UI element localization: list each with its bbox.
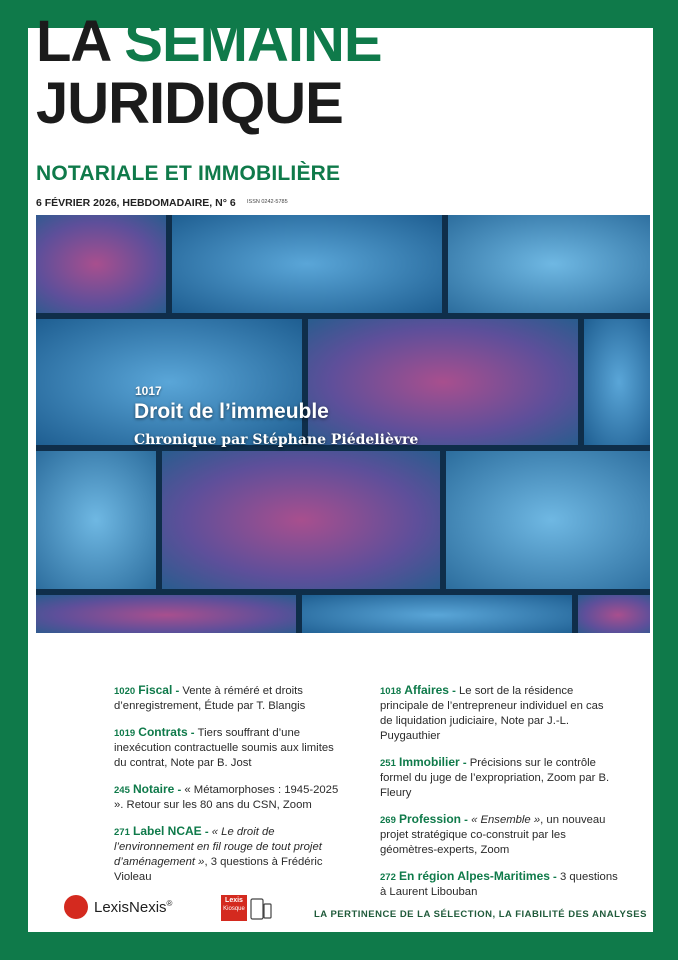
issue-line: 6 FÉVRIER 2026, HEBDOMADAIRE, N° 6 [36, 197, 236, 209]
masthead-juridique: JURIDIQUE [36, 71, 343, 136]
toc-item[interactable]: 245 Notaire - « Métamorphoses : 1945-2025 ». Retour sur les 80 ans du CSN, Zoom [114, 782, 339, 811]
kiosque-line1: Lexis [225, 897, 243, 904]
toc-item-number: 1019 [114, 728, 136, 739]
kiosque-icon [221, 895, 247, 921]
toc-item-rubric: Profession [399, 812, 462, 826]
toc-item[interactable]: 1018 Affaires - Le sort de la résidence principale de l’entrepreneur individuel en cas de liquidation judiciaire, Note par J.-L. Puygauthier [380, 683, 604, 742]
toc-item[interactable]: 272 En région Alpes-Maritimes - 3 questions à Laurent Libouban [380, 869, 618, 898]
toc-item-text: 3 questions à Laurent Libouban [380, 871, 618, 898]
toc-item-text: Vente à réméré et droits d’enregistrement, Étude par T. Blangis [114, 685, 306, 712]
toc-item-number: 272 [380, 872, 396, 883]
toc-item[interactable]: 269 Profession - « Ensemble », un nouveau projet stratégique co-construit par les géomètres-experts, Zoom [380, 812, 606, 856]
toc-item-rubric: Label NCAE [133, 824, 202, 838]
toc-item[interactable]: 251 Immobilier - Précisions sur le contrôle formel du juge de l’expropriation, Zoom par B. Fleury [380, 755, 610, 799]
brand-label: LexisNexis [94, 899, 167, 916]
feature-number: 1017 [135, 384, 162, 398]
toc-item-number: 245 [114, 785, 130, 796]
toc-item-text-italic: « Le droit de l’environnement en fil rouge de tout projet d’aménagement » [114, 826, 322, 868]
toc-item-rubric: En région Alpes-Maritimes [399, 869, 550, 883]
toc-item[interactable]: 1019 Contrats - Tiers souffrant d’une inexécution contractuelle soumis aux limites du contrat, Note par B. Jost [114, 725, 334, 769]
masthead-la: LA [36, 9, 110, 74]
brand-name [94, 899, 172, 916]
brand-mark: ® [166, 899, 173, 908]
toc-item-text: , un nouveau projet stratégique co-construit par les géomètres-experts, Zoom [380, 814, 606, 856]
toc-item-text-italic: « Ensemble » [471, 814, 541, 826]
footer-tagline: LA PERTINENCE DE LA SÉLECTION, LA FIABILITÉ DES ANALYSES [314, 909, 647, 920]
feature-subtitle: Chronique par Stéphane Piédelièvre [134, 432, 419, 448]
devices-icon [250, 896, 272, 922]
masthead-semaine: SEMAINE [124, 9, 382, 74]
masthead-title-line1 [36, 10, 382, 74]
kiosque-line2: Kiosque [223, 906, 245, 912]
toc-item-number: 251 [380, 758, 396, 769]
feature-title: Droit de l’immeuble [134, 400, 329, 423]
toc-item-number: 269 [380, 815, 396, 826]
toc-item[interactable]: 1020 Fiscal - Vente à réméré et droits d’enregistrement, Étude par T. Blangis [114, 683, 306, 712]
toc-item-text: Précisions sur le contrôle formel du juge de l’expropriation, Zoom par B. Fleury [380, 757, 610, 799]
toc-item-rubric: Affaires [404, 683, 449, 697]
lexisnexis-logo-icon [64, 895, 88, 919]
toc-left-column [114, 683, 346, 896]
toc-item-rubric: Fiscal [138, 683, 173, 697]
toc-item-text: « Métamorphoses : 1945-2025 ». Retour sur les 80 ans du CSN, Zoom [114, 784, 339, 811]
issn: ISSN 0242-5785 [247, 199, 288, 205]
cover-image [36, 215, 650, 633]
toc-item-rubric: Immobilier [399, 755, 460, 769]
toc-item-rubric: Contrats [138, 725, 188, 739]
toc-item-text: , 3 questions à Frédéric Violeau [114, 856, 323, 883]
toc-item-number: 271 [114, 827, 130, 838]
brick-wall-image [36, 215, 650, 633]
masthead-subtitle: NOTARIALE ET IMMOBILIÈRE [36, 162, 341, 185]
toc-right-column [380, 683, 618, 911]
toc-item-text: Tiers souffrant d’une inexécution contractuelle soumis aux limites du contrat, Note par B. Jost [114, 727, 334, 769]
toc-item-number: 1018 [380, 686, 402, 697]
toc-item-number: 1020 [114, 686, 136, 697]
toc-item-text: Le sort de la résidence principale de l’entrepreneur individuel en cas de liquidation judiciaire, Note par J.-L. Puygauthier [380, 685, 604, 742]
toc-item[interactable]: 271 Label NCAE - « Le droit de l’environnement en fil rouge de tout projet d’aménagement », 3 questions à Frédéric Violeau [114, 824, 323, 883]
toc-item-rubric: Notaire [133, 782, 175, 796]
